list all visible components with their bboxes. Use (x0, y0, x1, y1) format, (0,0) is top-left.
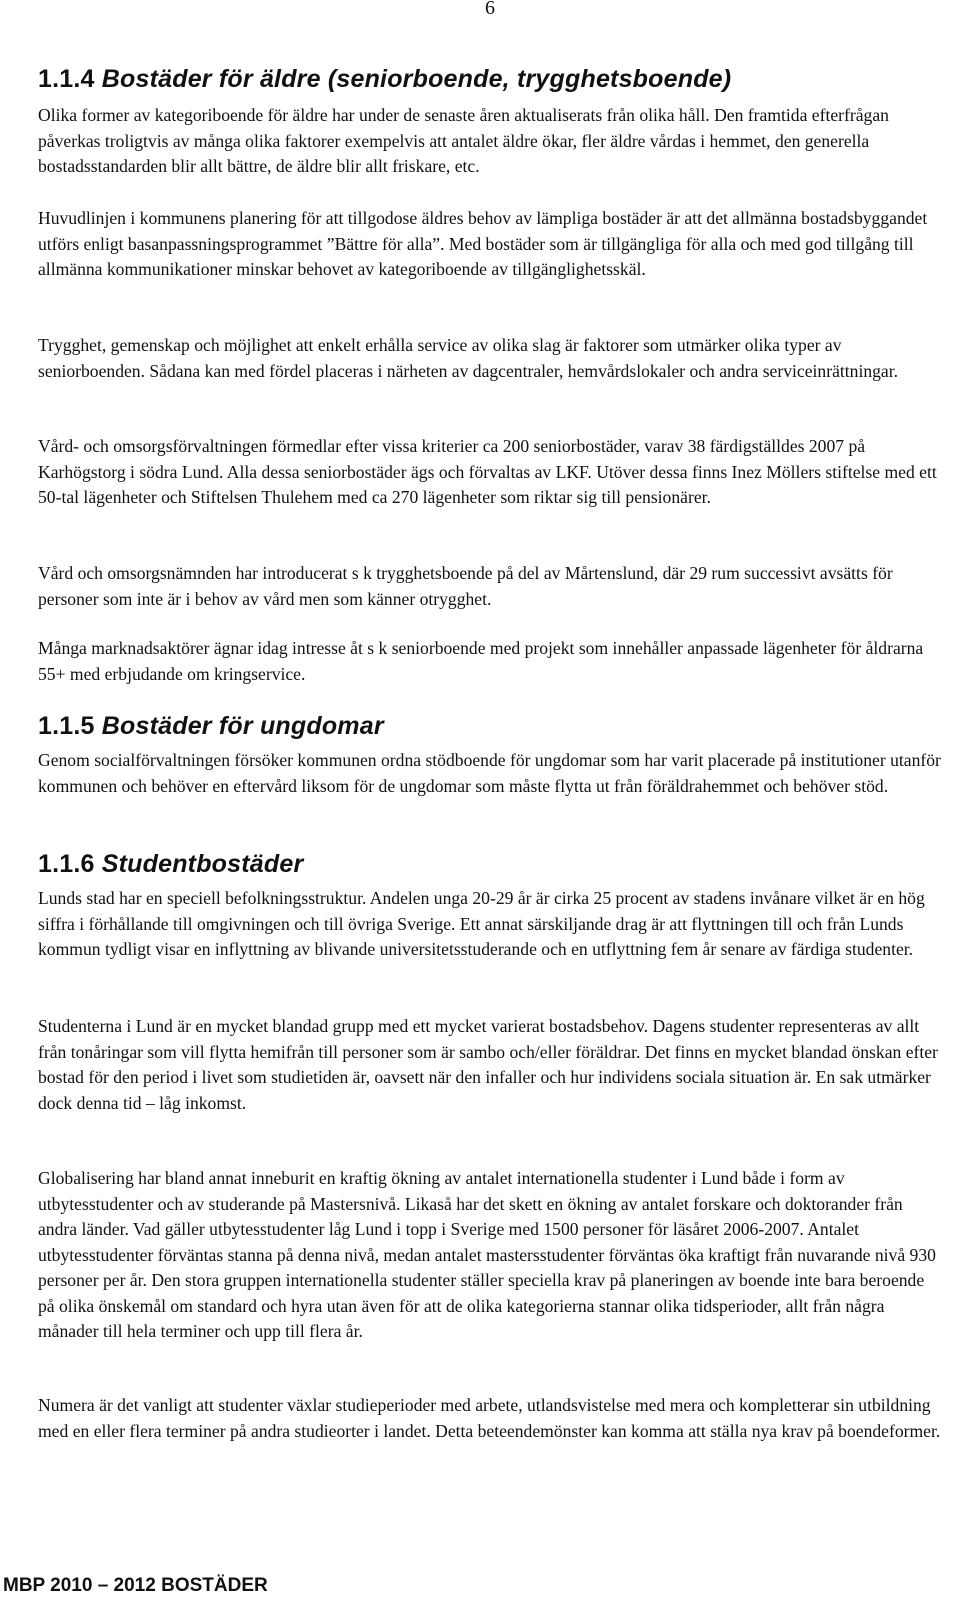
section-heading-seniors (38, 64, 731, 94)
paragraph: Vård- och omsorgsförvaltningen förmedlar efter vissa kriterier ca 200 seniorbostäder, varav 38 färdigställdes 2007 på Karhögstorg i södra Lund. Alla dessa seniorbostäder ägs och förvaltas av LKF. Utöver dessa finns Inez Möllers stiftelse med ett 50-tal lägenheter och Stiftelsen Thulehem med ca 270 lägenheter som riktar sig till pensionärer. (38, 436, 937, 507)
section-title: Studentbostäder (101, 850, 304, 878)
section-heading-youth (38, 711, 384, 741)
paragraph: Genom socialförvaltningen försöker kommunen ordna stödboende för ungdomar som har varit placerade på institutioner utanför kommunen och behöver en eftervård liksom för de ungdomar som måste flytta ut från föräldrahemmet och behöver stöd. (38, 750, 941, 796)
section-number: 1.1.4 (38, 65, 95, 93)
section-title: Bostäder för ungdomar (101, 712, 384, 740)
section-title: Bostäder för äldre (seniorboende, trygghetsboende) (101, 65, 732, 93)
paragraph: Lunds stad har en speciell befolkningsstruktur. Andelen unga 20-29 år är cirka 25 procent av stadens invånare vilket är en hög siffra i förhållande till omgivningen och till övriga Sverige. Ett annat särskiljande drag är att flyttningen till och från Lunds kommun tydligt visar en inflyttning av blivande universitetsstuderande och en utflyttning fem år senare av färdiga studenter. (38, 888, 925, 959)
paragraph: Många marknadsaktörer ägnar idag intresse åt s k seniorboende med projekt som innehåller anpassade lägenheter för åldrarna 55+ med erbjudande om kringservice. (38, 638, 924, 684)
page-footer: MBP 2010 – 2012 BOSTÄDER (3, 1575, 268, 1596)
page-number: 6 (485, 0, 495, 19)
paragraph: Trygghet, gemenskap och möjlighet att enkelt erhålla service av olika slag är faktorer som utmärker olika typer av seniorboenden. Sådana kan med fördel placeras i närheten av dagcentraler, hemvårdslokaler och andra serviceinrättningar. (38, 335, 899, 381)
section-number: 1.1.5 (38, 712, 95, 740)
paragraph: Vård och omsorgsnämnden har introducerat s k trygghetsboende på del av Mårtenslund, där 29 rum successivt avsätts för personer som inte är i behov av vård men som känner otrygghet. (38, 563, 893, 609)
paragraph: Huvudlinjen i kommunens planering för att tillgodose äldres behov av lämpliga bostäder är att det allmänna bostadsbyggandet utförs enligt basanpassningsprogrammet ”Bättre för alla”. Med bostäder som är tillgängliga för alla och med god tillgång till allmänna kommunikationer minskar behovet av kategoriboende av tillgänglighetsskäl. (38, 208, 928, 279)
paragraph: Olika former av kategoriboende för äldre har under de senaste åren aktualiserats från olika håll. Den framtida efterfrågan påverkas troligtvis av många olika faktorer exempelvis att antalet äldre ökar, fler äldre vårdas i hemmet, den generella bostadsstandarden blir allt bättre, de äldre blir allt friskare, etc. (38, 105, 889, 176)
paragraph: Studenterna i Lund är en mycket blandad grupp med ett mycket varierat bostadsbehov. Dagens studenter representeras av allt från tonåringar som vill flytta hemifrån till personer som är sambo och/eller föräldrar. Det finns en mycket blandad önskan efter bostad för den period i livet som studietiden är, oavsett när den infaller och hur individens sociala situation är. En sak utmärker dock denna tid – låg inkomst. (38, 1016, 938, 1113)
paragraph: Numera är det vanligt att studenter växlar studieperioder med arbete, utlandsvistelse med mera och kompletterar sin utbildning med en eller flera terminer på andra studieorter i landet. Detta beteendemönster kan komma att ställa nya krav på boendeformer. (38, 1395, 941, 1441)
paragraph: Globalisering har bland annat inneburit en kraftig ökning av antalet internationella studenter i Lund både i form av utbytesstudenter och av studerande på Mastersnivå. Likaså har det skett en ökning av antalet forskare och doktorander från andra länder. Vad gäller utbytesstudenter låg Lund i topp i Sverige med 1500 personer för läsåret 2006-2007. Antalet utbytesstudenter förväntas stanna på denna nivå, medan antalet mastersstudenter förväntas öka kraftigt från nuvarande nivå 930 personer per år. Den stora gruppen internationella studenter ställer speciella krav på planeringen av boende inte bara beroende på olika önskemål om standard och hyra utan även för att de olika kategorierna stannar olika tidsperioder, allt från några månader till hela terminer och upp till flera år. (38, 1168, 936, 1341)
section-heading-students (38, 849, 303, 879)
section-number: 1.1.6 (38, 850, 95, 878)
